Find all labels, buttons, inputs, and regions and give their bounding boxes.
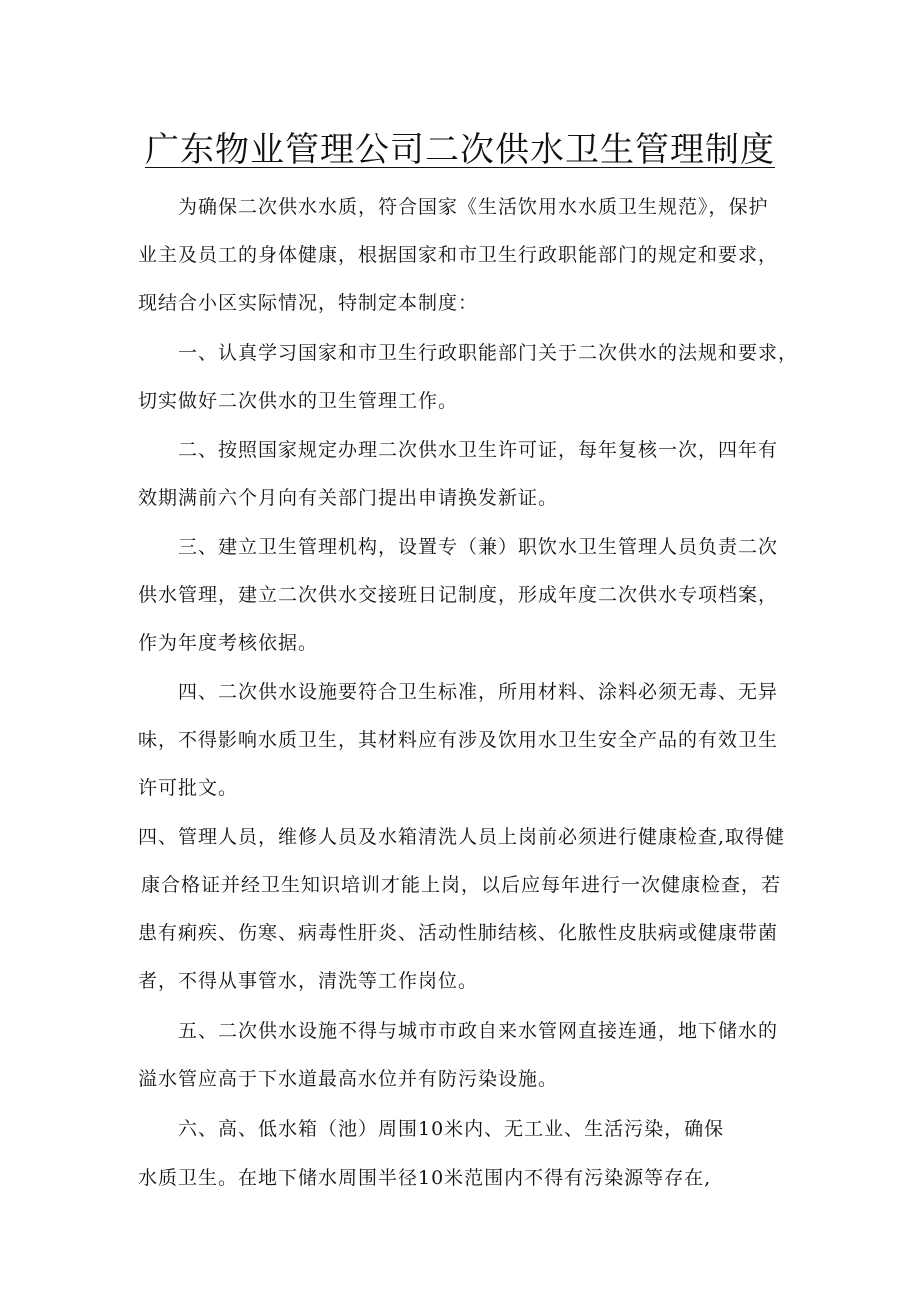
paragraph-line: 者，不得从事管水，清洗等工作岗位。 <box>138 970 479 992</box>
paragraph-line: 为确保二次供水水质，符合国家《生活饮用水水质卫生规范》，保护 <box>178 196 769 218</box>
paragraph-line: 三、建立卫生管理机构，设置专（兼）职饮水卫生管理人员负责二次 <box>178 536 779 558</box>
paragraph-line: 四、二次供水设施要符合卫生标准，所用材料、涂料必须无毒、无异 <box>178 681 779 703</box>
paragraph-line: 切实做好二次供水的卫生管理工作。 <box>138 390 459 412</box>
paragraph-line: 六、高、低水箱（池）周围10米内、无工业、生活污染，确保 <box>178 1118 725 1140</box>
paragraph-line: 康合格证并经卫生知识培训才能上岗，以后应每年进行一次健康检查，若 <box>141 874 782 896</box>
paragraph-line: 二、按照国家规定办理二次供水卫生许可证，每年复核一次，四年有 <box>178 439 779 461</box>
paragraph-line: 许可批文。 <box>138 777 239 799</box>
paragraph-line: 作为年度考核依据。 <box>138 632 319 654</box>
paragraph-line: 效期满前六个月向有关部门提出申请换发新证。 <box>138 487 559 509</box>
paragraph-line: 现结合小区实际情况，特制定本制度： <box>138 292 479 314</box>
paragraph-line: 一、认真学习国家和市卫生行政职能部门关于二次供水的法规和要求， <box>178 342 799 364</box>
paragraph-line: 业主及员工的身体健康，根据国家和市卫生行政职能部门的规定和要求， <box>138 244 779 266</box>
paragraph-line: 味，不得影响水质卫生，其材料应有涉及饮用水卫生安全产品的有效卫生 <box>138 729 779 751</box>
document-title: 广东物业管理公司二次供水卫生管理制度 <box>145 130 775 170</box>
paragraph-line: 五、二次供水设施不得与城市市政自来水管网直接连通，地下储水的 <box>178 1020 779 1042</box>
paragraph-line: 四、管理人员，维修人员及水箱清洗人员上岗前必须进行健康检查,取得健 <box>138 826 786 848</box>
paragraph-line: 患有痢疾、伤寒、病毒性肝炎、活动性肺结核、化脓性皮肤病或健康带菌 <box>138 922 779 944</box>
paragraph-line: 溢水管应高于下水道最高水位并有防污染设施。 <box>138 1068 559 1090</box>
paragraph-line: 水质卫生。在地下储水周围半径10米范围内不得有污染源等存在, <box>138 1167 712 1189</box>
paragraph-line: 供水管理，建立二次供水交接班日记制度，形成年度二次供水专项档案， <box>138 584 779 606</box>
